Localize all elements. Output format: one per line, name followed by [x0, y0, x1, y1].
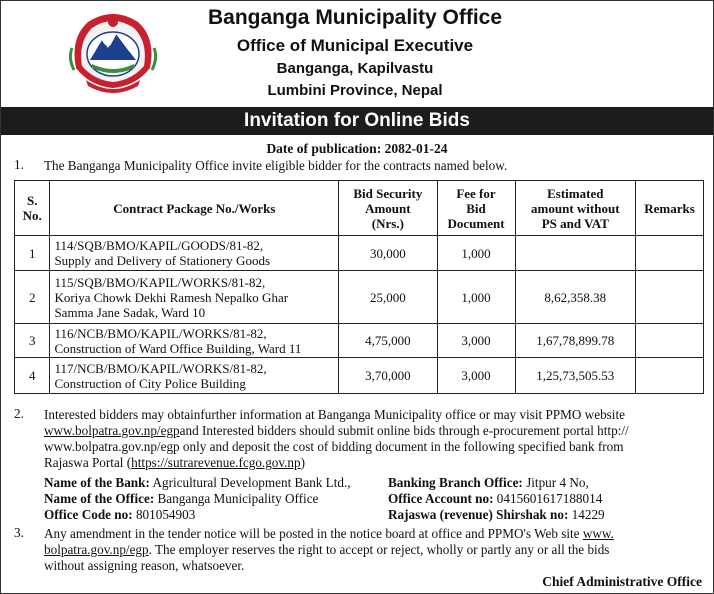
package-line: 117/NCB/BMO/KAPIL/WORKS/81-82, [54, 360, 267, 376]
header-amt-line: Bid Security [353, 185, 423, 201]
header-fee-line: Document [447, 215, 505, 231]
account-value: 0415601617188014 [496, 491, 603, 506]
package-line: 115/SQB/BMO/KAPIL/WORKS/81-82, [54, 274, 266, 290]
office-account [388, 491, 602, 507]
package-line: Supply and Delivery of Stationery Goods [54, 253, 271, 268]
office-province: Lumbini Province, Nepal [267, 82, 443, 99]
table-row [15, 236, 704, 271]
para1-text: The Banganga Municipality Office invite eligible bidder for the contracts named below. [44, 158, 508, 173]
para2-text: and Interested bidders should submit online bids through e-procurement portal http:// [179, 423, 629, 438]
table-header-row [15, 181, 704, 236]
bids-table [14, 180, 704, 394]
header-bid-security [339, 181, 437, 236]
para2-line: Interested bidders may obtainfurther information at Banganga Municipality office or may visit PPMO website [44, 407, 625, 422]
row-estimated: 8,62,358.38 [515, 271, 636, 324]
row-remarks [636, 358, 704, 394]
row-sn: 4 [15, 358, 50, 394]
row-package [50, 236, 339, 271]
header-fee-line: Bid [466, 200, 486, 216]
para2-text: Rajaswa Portal ( [44, 455, 132, 470]
office-subtitle: Office of Municipal Executive [236, 36, 474, 55]
row-bid-security: 25,000 [339, 271, 437, 324]
para3-line [44, 526, 614, 542]
para3-text: Any amendment in the tender notice will be posted in the notice board at office and PPMO's Web site [44, 526, 580, 541]
notice-banner: Invitation for Online Bids [1, 107, 713, 135]
header-amt-line: (Nrs.) [371, 215, 404, 231]
row-estimated: 1,67,78,899.78 [515, 324, 636, 358]
row-package [50, 324, 339, 358]
para2-line: www.bolpatra.gov.np/egp only and deposit the cost of bidding document in the following specified bank from [44, 439, 624, 454]
header-package: Contract Package No./Works [50, 181, 339, 236]
package-line: Samma Jane Sadak, Ward 10 [54, 304, 206, 320]
bank-name [44, 475, 351, 491]
para3-text: . The employer reserves the right to accept or reject, wholly or partly any or all the bids [148, 542, 610, 557]
ppmo-link[interactable]: www.bolpatra.gov.np/egp [44, 423, 180, 438]
shirshak-value: 14229 [571, 507, 605, 522]
branch-value: Jitpur 4 No, [526, 475, 589, 490]
row-remarks [636, 271, 704, 324]
row-bid-security: 4,75,000 [339, 324, 437, 358]
row-package [50, 358, 339, 394]
signature: Chief Administrative Office [542, 574, 702, 589]
package-line: Construction of City Police Building [54, 375, 246, 391]
table-row [15, 271, 704, 324]
branch-label: Banking Branch Office: [388, 475, 523, 490]
package-line: Koriya Chowk Dekhi Ramesh Nepalko Ghar [54, 289, 289, 305]
table-row [15, 324, 704, 358]
row-bid-security: 30,000 [339, 236, 437, 271]
branch-office [388, 475, 589, 491]
row-estimated [515, 236, 636, 271]
ppmo-web-link[interactable]: bolpatra.gov.np/egp [44, 542, 149, 557]
shirshak-label: Rajaswa (revenue) Shirshak no: [388, 507, 569, 522]
nepal-emblem-logo [66, 8, 160, 94]
row-remarks [636, 324, 704, 358]
row-sn: 3 [15, 324, 50, 358]
bank-label: Name of the Bank: [44, 475, 150, 490]
para2-text: ) [300, 455, 306, 470]
rajaswa-portal-link[interactable]: https://sutrarevenue.fcgo.gov.np [131, 455, 301, 470]
row-fee: 1,000 [437, 236, 515, 271]
office-label: Name of the Office: [44, 491, 155, 506]
para2-number: 2. [14, 406, 24, 421]
row-remarks [636, 236, 704, 271]
para2-line [44, 455, 305, 471]
header-est-line: PS and VAT [541, 215, 609, 231]
header-fee [437, 181, 515, 236]
row-fee: 3,000 [437, 358, 515, 394]
office-title: Banganga Municipality Office [207, 6, 503, 29]
para3-number: 3. [14, 525, 24, 540]
bank-value: Agricultural Development Bank Ltd., [152, 475, 351, 490]
ppmo-web-link[interactable]: www. [582, 526, 614, 541]
row-package [50, 271, 339, 324]
revenue-shirshak [388, 507, 605, 523]
code-value: 801054903 [135, 507, 196, 522]
header-remarks: Remarks [636, 181, 704, 236]
row-sn: 1 [15, 236, 50, 271]
office-value: Banganga Municipality Office [157, 491, 319, 506]
para2-line [44, 423, 629, 439]
header-est-line: Estimated [547, 185, 604, 201]
para3-line: without assigning reason, whatsoever. [44, 558, 245, 573]
office-code [44, 507, 195, 523]
para3-line [44, 542, 609, 558]
header-sn-line: No. [22, 208, 42, 223]
package-line: Construction of Ward Office Building, Ward 11 [54, 340, 302, 356]
table-row [15, 358, 704, 394]
row-estimated: 1,25,73,505.53 [515, 358, 636, 394]
header-est-line: amount without [531, 200, 620, 216]
row-bid-security: 3,70,000 [339, 358, 437, 394]
header-fee-line: Fee for [456, 185, 496, 201]
package-line: 116/NCB/BMO/KAPIL/WORKS/81-82, [54, 325, 267, 341]
header-sn [15, 181, 50, 236]
account-label: Office Account no: [388, 491, 494, 506]
row-sn: 2 [15, 271, 50, 324]
para1-number: 1. [14, 157, 24, 172]
office-location: Banganga, Kapilvastu [276, 60, 434, 77]
header-sn-line: S. [26, 193, 38, 208]
header-estimated [515, 181, 636, 236]
publication-date: Date of publication: 2082-01-24 [266, 141, 448, 156]
package-line: 114/SQB/BMO/KAPIL/GOODS/81-82, [54, 238, 264, 253]
header-amt-line: Amount [365, 200, 411, 216]
code-label: Office Code no: [44, 507, 133, 522]
office-name [44, 491, 318, 507]
row-fee: 3,000 [437, 324, 515, 358]
row-fee: 1,000 [437, 271, 515, 324]
